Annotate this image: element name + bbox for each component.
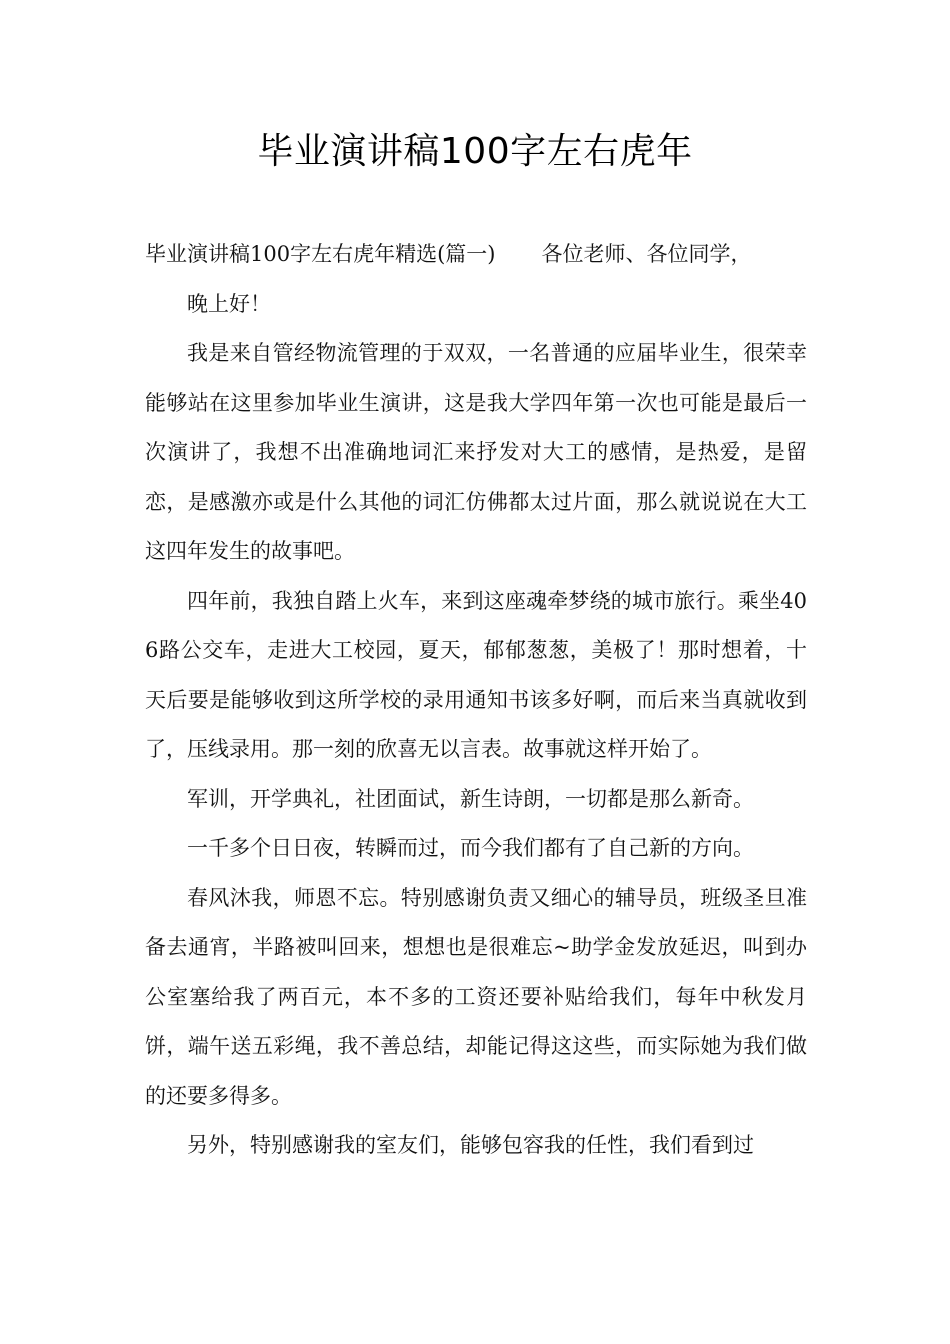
paragraph-roommate-thanks: 另外，特别感谢我的室友们，能够包容我的任性，我们看到过: [187, 1133, 754, 1157]
paragraph-military-training: 军训，开学典礼，社团面试，新生诗朗，一切都是那么新奇。: [187, 786, 754, 811]
document-body: [145, 230, 807, 1171]
paragraph-greeting: 晚上好！: [187, 291, 271, 316]
section-heading: 毕业演讲稿100字左右虎年精选(篇一): [145, 242, 496, 266]
intro-paragraph: [145, 230, 807, 280]
salutation: 各位老师、各位同学，: [541, 242, 752, 266]
paragraph-teacher-thanks: 春风沐我，师恩不忘。特别感谢负责又细心的辅导员，班级圣旦准备去通宵，半路被叫回来，想想也是很难忘~助学金发放延迟，叫到办公室塞给我了两百元，本不多的工资还要补贴给我们，每年中秋发月饼，端午送五彩绳，我不善总结，却能记得这这些，而实际她为我们做的还要多得多。: [145, 885, 807, 1108]
paragraph-self-intro: 我是来自管经物流管理的于双双，一名普通的应届毕业生，很荣幸能够站在这里参加毕业生演讲，这是我大学四年第一次也可能是最后一次演讲了，我想不出准确地词汇来抒发对大工的感情，是热爱，是留恋，是感激亦或是什么其他的词汇仿佛都太过片面，那么就说说在大工这四年发生的故事吧。: [145, 341, 807, 563]
paragraph-thousand-days: 一千多个日日夜，转瞬而过，而今我们都有了自己新的方向。: [187, 836, 754, 860]
paragraph-four-years-ago: 四年前，我独自踏上火车，来到这座魂牵梦绕的城市旅行。乘坐406路公交车，走进大工校园，夏天，郁郁葱葱，美极了！那时想着，十天后要是能够收到这所学校的录用通知书该多好啊，而后来当真就收到了，压线录用。那一刻的欣喜无以言表。故事就这样开始了。: [145, 588, 807, 761]
document-title: 毕业演讲稿100字左右虎年: [257, 131, 693, 172]
